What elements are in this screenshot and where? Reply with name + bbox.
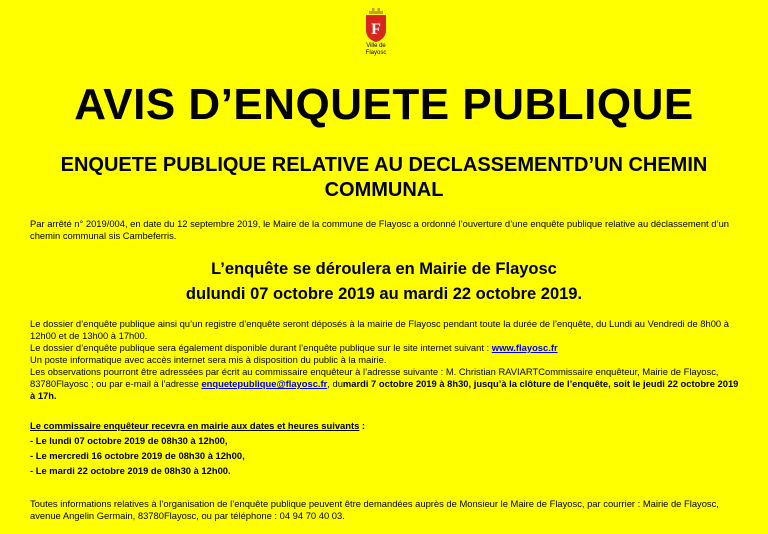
schedule-title-suffix: : <box>359 420 366 431</box>
schedule-title: Le commissaire enquêteur recevra en mairie aux dates et heures suivants <box>30 420 360 431</box>
schedule-section <box>30 420 740 478</box>
svg-text:F: F <box>371 21 381 38</box>
footer-paragraph: Toutes informations relatives à l’organisation de l’enquête publique peuvent être demandées auprès de Monsieur le Maire de Flayosc, par courrier : Mairie de Flayosc, avenue Angelin Germain, 83780Flayosc, ou par téléphone : 04 94 70 40 03. <box>30 498 719 521</box>
schedule-item: - Le mardi 22 octobre 2019 de 08h30 à 12h00. <box>30 465 231 476</box>
page-subtitle: ENQUETE PUBLIQUE RELATIVE AU DECLASSEMENTD’UN CHEMIN COMMUNAL <box>60 154 708 201</box>
intro-paragraph: Par arrêté n° 2019/004, en date du 12 septembre 2019, le Maire de la commune de Flayosc a ordonné l’ouverture d’une enquête publique relative au déclassement d’un chemin communal sis Cambeferris. <box>30 218 729 241</box>
details-section <box>30 318 740 402</box>
details-paragraph-3: Un poste informatique avec accès internet sera mis à disposition du public à la mairie. <box>30 354 387 365</box>
page-title: AVIS D’ENQUETE PUBLIQUE <box>74 80 694 129</box>
town-logo <box>356 8 396 58</box>
schedule-item: - Le mercredi 16 octobre 2019 de 08h30 à 12h00, <box>30 450 245 461</box>
dates-line: dulundi 07 octobre 2019 au mardi 22 octobre 2019. <box>185 285 583 303</box>
email-link[interactable]: enquetepublique@flayosc.fr <box>201 378 328 389</box>
crest-icon <box>364 8 388 42</box>
logo-caption: Ville de Flayosc <box>365 43 387 56</box>
location-line: L’enquête se déroulera en Mairie de Flayosc <box>211 260 557 278</box>
details-paragraph-4 <box>30 366 740 402</box>
observations-text: Les observations pourront être adressées par écrit au commissaire enquêteur à l’adresse suivante : M. Christian RAVIARTCommissaire enquêteur, Mairie de Flayosc, 83780Flayosc ; ou par e-mail à l’adresse <box>30 366 719 389</box>
website-link[interactable]: www.flayosc.fr <box>491 342 558 353</box>
schedule-list <box>30 433 740 478</box>
schedule-item: - Le lundi 07 octobre 2019 de 08h30 à 12h00, <box>30 435 228 446</box>
details-paragraph-2 <box>30 342 740 354</box>
observations-dates: mardi 7 octobre 2019 à 8h30, jusqu’à la clôture de l’enquête, soit le jeudi 22 octobre 2019 à 17h. <box>30 378 739 401</box>
observations-connector: , du <box>327 378 343 389</box>
details-paragraph-1: Le dossier d’enquête publique ainsi qu’un registre d’enquête seront déposés à la mairie de Flayosc pendant toute la durée de l’enquête, du Lundi au Vendredi de 8h00 à 12h00 et de 13h00 à 17h00. <box>30 318 729 341</box>
website-label: Le dossier d’enquête publique sera également disponible durant l’enquête publique sur le site internet suivant : <box>30 342 492 353</box>
